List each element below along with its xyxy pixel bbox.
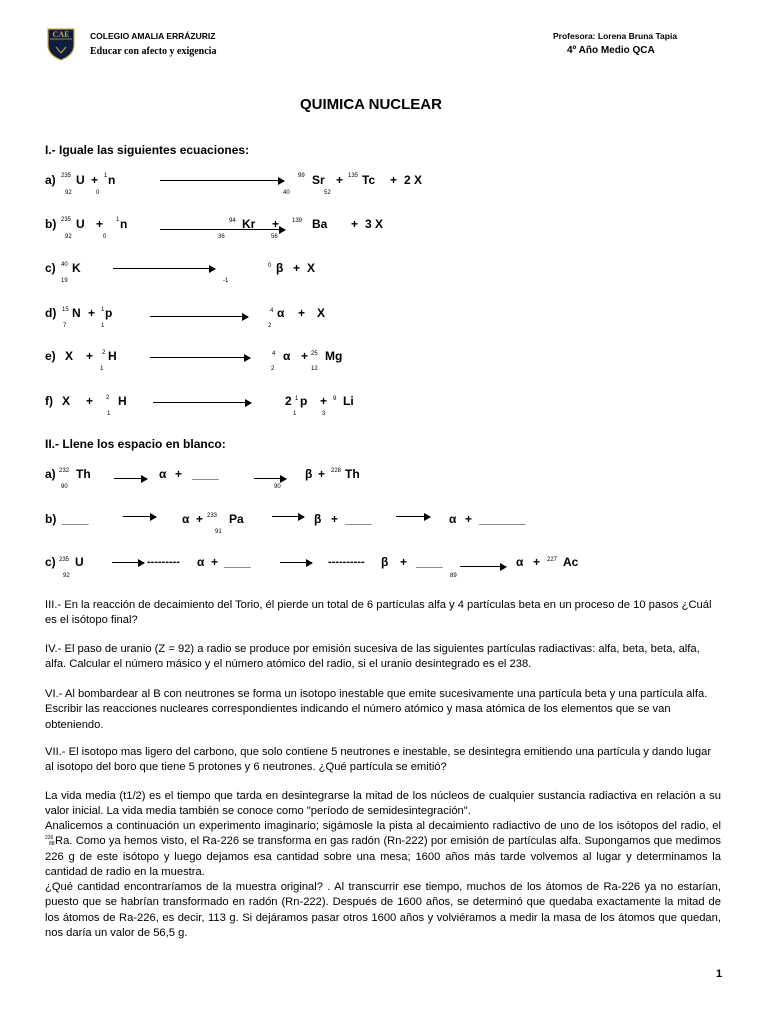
school-name: COLEGIO AMALIA ERRÁZURIZ <box>90 31 216 41</box>
mass-number: 235 <box>61 217 72 223</box>
atomic-number: 7 <box>63 323 67 329</box>
reaction-arrow <box>460 566 506 567</box>
plus-sign: + <box>298 306 306 320</box>
mass-number: 228 <box>331 468 342 474</box>
mass-number: 232 <box>59 468 70 474</box>
atomic-number: 0 <box>96 190 100 196</box>
plus-sign: + <box>336 173 344 187</box>
teacher-name: Profesora: Lorena Bruna Tapia <box>553 31 678 41</box>
mass-number: 235 <box>61 173 72 179</box>
symbol: X <box>62 394 71 408</box>
symbol: α <box>277 306 285 320</box>
coefficient: 2 <box>285 394 292 408</box>
reaction-arrow <box>396 516 430 517</box>
mass-number: 135 <box>348 173 359 179</box>
atomic-number: 92 <box>65 190 72 196</box>
dash-line: ---------- <box>328 556 365 568</box>
logo-text: CAE <box>52 30 70 39</box>
atomic-number: 90 <box>274 484 281 490</box>
plus-sign: + <box>390 173 398 187</box>
school-logo <box>46 27 76 61</box>
plus-sign: + <box>318 467 326 481</box>
atomic-number: 91 <box>215 529 222 535</box>
mass-number: 0 <box>268 263 272 269</box>
blank-field: ____ <box>416 555 443 569</box>
symbol: U <box>75 555 84 569</box>
alpha-symbol: α <box>449 512 457 526</box>
atomic-number: 1 <box>293 411 297 417</box>
item-label: b) <box>45 512 57 526</box>
item-label: d) <box>45 306 57 320</box>
experiment-text-2: Ra. Como ya hemos visto, el Ra-226 se transforma en gas radón (Rn-222) por emisión de partículas alfa. Supongamos que medimos 226 g de este isótopo y luego dejamos esa cantidad sobre una mesa; 1600 años más tarde volvemos al lugar y determinamos la cantidad de radio en la muestra. <box>45 835 721 878</box>
symbol: α <box>283 349 291 363</box>
item-label: b) <box>45 217 57 231</box>
plus-sign: + <box>465 512 473 526</box>
half-life-intro: La vida media (t1/2) es el tiempo que tarda en desintegrarse la mitad de los núcleos de cualquier sustancia radiactiva en relación a su valor inicial. La vida media también se conoce como "período de semidesintegración". <box>45 790 721 818</box>
question-4: IV.- El paso de uranio (Z = 92) a radio se produce por emisión sucesiva de las siguientes partículas radiactivas: alfa, beta, beta, alfa, alfa. Calcular el número másico y el número atómico del radio, si el uranio desintegrado es el 238. <box>45 643 700 671</box>
atomic-number: 3 <box>322 411 326 417</box>
reaction-arrow <box>114 478 147 479</box>
mass-number: 1 <box>116 217 120 223</box>
atomic-number: 89 <box>450 573 457 579</box>
symbol: 2 X <box>404 173 423 187</box>
symbol: Pa <box>229 512 244 526</box>
blank-field: _______ <box>479 512 526 526</box>
symbol: H <box>118 394 127 408</box>
reaction-arrow <box>160 229 285 230</box>
dash-line: --------- <box>147 556 180 568</box>
atomic-number: 2 <box>268 323 272 329</box>
symbol: Li <box>343 394 354 408</box>
mass-number: 99 <box>298 173 305 179</box>
atomic-number: 0 <box>103 234 107 240</box>
symbol: β <box>276 261 284 275</box>
plus-sign: + <box>86 394 94 408</box>
symbol: K <box>72 261 81 275</box>
beta-symbol: β <box>381 555 389 569</box>
plus-sign: + <box>86 349 94 363</box>
question-3: III.- En la reacción de decaimiento del Torio, él pierde un total de 6 partículas alfa y 4 partículas beta en un proceso de 10 pasos ¿Cuál es el isótopo final? <box>45 599 712 627</box>
item-label: a) <box>45 173 56 187</box>
reaction-arrow <box>160 180 284 181</box>
alpha-symbol: α <box>516 555 524 569</box>
reaction-arrow <box>150 357 250 358</box>
mass-number: 139 <box>292 218 303 224</box>
beta-symbol: β <box>314 512 322 526</box>
atomic-number: 19 <box>61 278 68 284</box>
symbol: n <box>120 217 128 231</box>
mass-number: 1 <box>104 173 108 179</box>
mass-number: 15 <box>62 307 69 313</box>
atomic-number: 52 <box>324 190 331 196</box>
atomic-number: 1 <box>101 323 105 329</box>
plus-sign: + <box>272 217 280 231</box>
blank-field: ____ <box>62 512 89 526</box>
atomic-number: 92 <box>65 234 72 240</box>
course-label: 4º Año Medio QCA <box>567 45 655 56</box>
plus-sign: + <box>351 217 359 231</box>
experiment-text-1: Analicemos a continuación un experimento imaginario; sigámosle la pista al decaimiento radiactivo de uno de los isótopos del radio, el <box>45 820 721 832</box>
reaction-arrow <box>150 316 248 317</box>
mass-number: 94 <box>229 218 236 224</box>
atomic-number: 2 <box>271 366 275 372</box>
isotope-atomic-number: 88 <box>49 841 55 848</box>
reaction-arrow <box>254 478 286 479</box>
atomic-number: 1 <box>107 411 111 417</box>
mass-number: 9 <box>333 396 337 402</box>
symbol: Th <box>76 467 91 481</box>
reaction-arrow <box>280 562 312 563</box>
symbol: 3 X <box>365 217 384 231</box>
blank-field: ____ <box>345 512 372 526</box>
mass-number: 40 <box>61 262 68 268</box>
beta-symbol: β <box>305 467 313 481</box>
alpha-symbol: α <box>182 512 190 526</box>
page-title: QUIMICA NUCLEAR <box>300 96 442 113</box>
item-label: c) <box>45 261 56 275</box>
school-motto: Educar con afecto y exigencia <box>90 46 217 57</box>
symbol: X <box>317 306 326 320</box>
mass-number: 4 <box>270 308 274 314</box>
symbol: p <box>300 394 308 408</box>
item-label: c) <box>45 555 56 569</box>
reaction-arrow <box>113 268 215 269</box>
atomic-number: -1 <box>223 278 229 284</box>
atomic-number: 56 <box>271 234 278 240</box>
section-2-heading: II.- Llene los espacio en blanco: <box>45 437 226 451</box>
isotope-notation <box>45 834 55 848</box>
symbol: H <box>108 349 117 363</box>
atomic-number: 36 <box>218 234 225 240</box>
symbol: Ba <box>312 217 328 231</box>
symbol: n <box>108 173 116 187</box>
plus-sign: + <box>301 349 309 363</box>
item-label: a) <box>45 467 56 481</box>
item-label: f) <box>45 394 53 408</box>
plus-sign: + <box>320 394 328 408</box>
mass-number: 233 <box>207 513 218 519</box>
isotope-mass: 226 <box>45 835 54 842</box>
blank-field: ____ <box>224 555 251 569</box>
symbol: p <box>105 306 113 320</box>
alpha-symbol: α <box>197 555 205 569</box>
reaction-arrow <box>153 402 251 403</box>
mass-number: 2 <box>102 350 106 356</box>
plus-sign: + <box>91 173 99 187</box>
reaction-arrow <box>272 516 304 517</box>
symbol: N <box>72 306 81 320</box>
symbol: Sr <box>312 173 325 187</box>
atomic-number: 40 <box>283 190 290 196</box>
half-life-experiment <box>45 819 721 880</box>
symbol: Th <box>345 467 360 481</box>
plus-sign: + <box>175 467 183 481</box>
plus-sign: + <box>400 555 408 569</box>
question-7: VII.- El isotopo mas ligero del carbono, que solo contiene 5 neutrones e inestable, se desintegra emitiendo una partícula y dando lugar al isotopo del boro que tiene 5 protones y 6 neutrones. ¿Qué partícula se emitió? <box>45 746 712 774</box>
item-label: e) <box>45 349 56 363</box>
plus-sign: + <box>331 512 339 526</box>
page-number: 1 <box>716 968 723 980</box>
symbol: Ac <box>563 555 579 569</box>
mass-number: 4 <box>272 351 276 357</box>
symbol: Tc <box>362 173 376 187</box>
mass-number: 25 <box>311 351 318 357</box>
atomic-number: 92 <box>63 573 70 579</box>
symbol: U <box>76 173 85 187</box>
plus-sign: + <box>293 261 301 275</box>
atomic-number: 1 <box>100 366 104 372</box>
plus-sign: + <box>533 555 541 569</box>
symbol: X <box>65 349 74 363</box>
mass-number: 235 <box>59 557 70 563</box>
plus-sign: + <box>196 512 204 526</box>
symbol: Mg <box>325 349 343 363</box>
section-1-heading: I.- Iguale las siguientes ecuaciones: <box>45 143 250 157</box>
reaction-arrow <box>123 516 156 517</box>
question-6: VI.- Al bombardear al B con neutrones se forma un isotopo inestable que emite sucesivamente una partícula beta y una partícula alfa. Escribir las reacciones nucleares correspondientes indicando el número atómico y masa atómica de los elementos que se van obteniendo. <box>45 688 708 731</box>
symbol: U <box>76 217 85 231</box>
alpha-symbol: α <box>159 467 167 481</box>
symbol: X <box>307 261 316 275</box>
atomic-number: 90 <box>61 484 68 490</box>
symbol: Kr <box>242 217 256 231</box>
half-life-question: ¿Qué cantidad encontraríamos de la muestra original? . Al transcurrir ese tiempo, muchos de los átomos de Ra-226 ya no estarían, puesto que se habrían transformado en radón (Rn-222). Después de 1600 años, se determinó que quedaba exactamente la mitad de los átomos de Ra-226, es decir, 113 g. Si dejáramos pasar otros 1600 años y volviéramos a medir la masa de los átomos que quedan, nos daría un valor de 56,5 g. <box>45 881 721 939</box>
mass-number: 1 <box>101 307 105 313</box>
mass-number: 1 <box>295 396 299 402</box>
plus-sign: + <box>211 555 219 569</box>
reaction-arrow <box>112 562 144 563</box>
blank-field: ____ <box>192 467 219 481</box>
mass-number: 2 <box>106 395 110 401</box>
mass-number: 227 <box>547 557 558 563</box>
atomic-number: 12 <box>311 366 318 372</box>
plus-sign: + <box>88 306 96 320</box>
plus-sign: + <box>96 217 104 231</box>
